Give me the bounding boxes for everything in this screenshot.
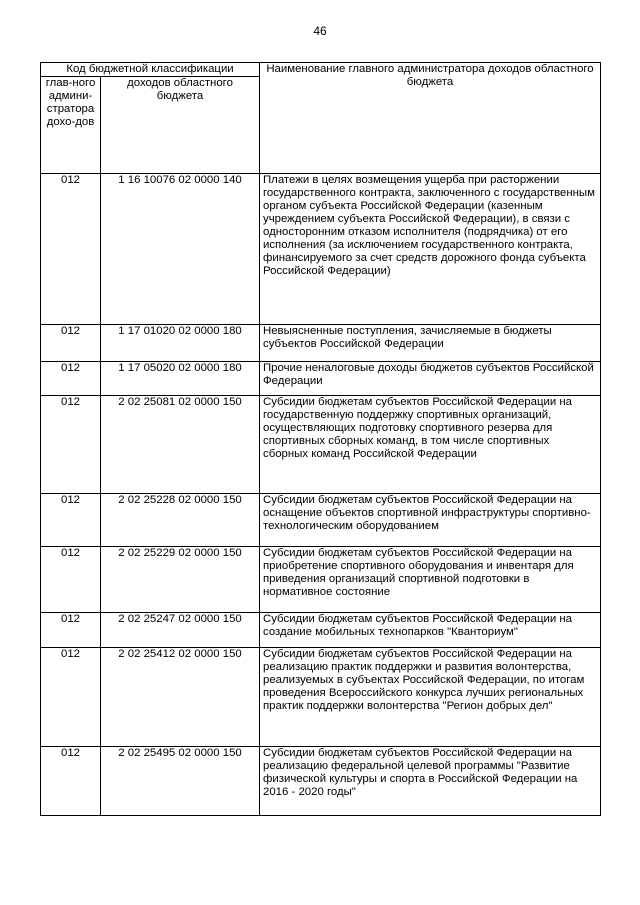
admin-code-cell: 012 <box>41 174 101 325</box>
income-code-cell: 2 02 25229 02 0000 150 <box>101 547 260 613</box>
admin-code-cell: 012 <box>41 613 101 648</box>
table-row <box>41 362 601 396</box>
admin-code-cell: 012 <box>41 747 101 816</box>
income-code-cell: 1 16 10076 02 0000 140 <box>101 174 260 325</box>
table-row <box>41 494 601 547</box>
description-cell: Субсидии бюджетам субъектов Российской Федерации на оснащение объектов спортивной инфраструктуры спортивно-технологическим оборудованием <box>260 494 601 547</box>
income-code-cell: 1 17 05020 02 0000 180 <box>101 362 260 396</box>
description-cell: Платежи в целях возмещения ущерба при расторжении государственного контракта, заключенного с государственным органом субъекта Российской Федерации (казенным учреждением субъекта Российской Федерации), в связи с односторонним отказом исполнителя (подрядчика) от его исполнения (за исключением государственного контракта, финансируемого за счет средств дорожного фонда субъекта Российской Федерации) <box>260 174 601 325</box>
header-regional-income: доходов областного бюджета <box>101 77 260 174</box>
table-row <box>41 325 601 362</box>
admin-code-cell: 012 <box>41 648 101 747</box>
header-administrator-name: Наименование главного администратора доходов областного бюджета <box>260 63 601 174</box>
header-main-administrator: глав-ного админи-стратора дохо-дов <box>41 77 101 174</box>
table-row <box>41 547 601 613</box>
table-row <box>41 648 601 747</box>
admin-code-cell: 012 <box>41 547 101 613</box>
budget-classification-table <box>40 62 601 816</box>
income-code-cell: 2 02 25228 02 0000 150 <box>101 494 260 547</box>
header-budget-classification: Код бюджетной классификации <box>41 63 260 77</box>
description-cell: Субсидии бюджетам субъектов Российской Федерации на реализацию практик поддержки и развития волонтерства, реализуемых в субъектах Российской Федерации, по итогам проведения Всероссийского конкурса лучших региональных практик поддержки волонтерства "Регион добрых дел" <box>260 648 601 747</box>
income-code-cell: 2 02 25081 02 0000 150 <box>101 396 260 494</box>
admin-code-cell: 012 <box>41 325 101 362</box>
description-cell: Субсидии бюджетам субъектов Российской Федерации на создание мобильных технопарков "Кванториум" <box>260 613 601 648</box>
table-row <box>41 174 601 325</box>
income-code-cell: 2 02 25495 02 0000 150 <box>101 747 260 816</box>
description-cell: Субсидии бюджетам субъектов Российской Федерации на реализацию федеральной целевой программы "Развитие физической культуры и спорта в Российской Федерации на 2016 - 2020 годы" <box>260 747 601 816</box>
table-row <box>41 613 601 648</box>
table-row <box>41 396 601 494</box>
description-cell: Прочие неналоговые доходы бюджетов субъектов Российской Федерации <box>260 362 601 396</box>
admin-code-cell: 012 <box>41 494 101 547</box>
income-code-cell: 1 17 01020 02 0000 180 <box>101 325 260 362</box>
description-cell: Субсидии бюджетам субъектов Российской Федерации на приобретение спортивного оборудования и инвентаря для приведения организаций спортивной подготовки в нормативное состояние <box>260 547 601 613</box>
income-code-cell: 2 02 25247 02 0000 150 <box>101 613 260 648</box>
description-cell: Невыясненные поступления, зачисляемые в бюджеты субъектов Российской Федерации <box>260 325 601 362</box>
page-number: 46 <box>313 24 327 38</box>
description-cell: Субсидии бюджетам субъектов Российской Федерации на государственную поддержку спортивных организаций, осуществляющих подготовку спортивного резерва для спортивных сборных команд, в том числе спортивных сборных команд Российской Федерации <box>260 396 601 494</box>
admin-code-cell: 012 <box>41 396 101 494</box>
admin-code-cell: 012 <box>41 362 101 396</box>
income-code-cell: 2 02 25412 02 0000 150 <box>101 648 260 747</box>
table-row <box>41 747 601 816</box>
